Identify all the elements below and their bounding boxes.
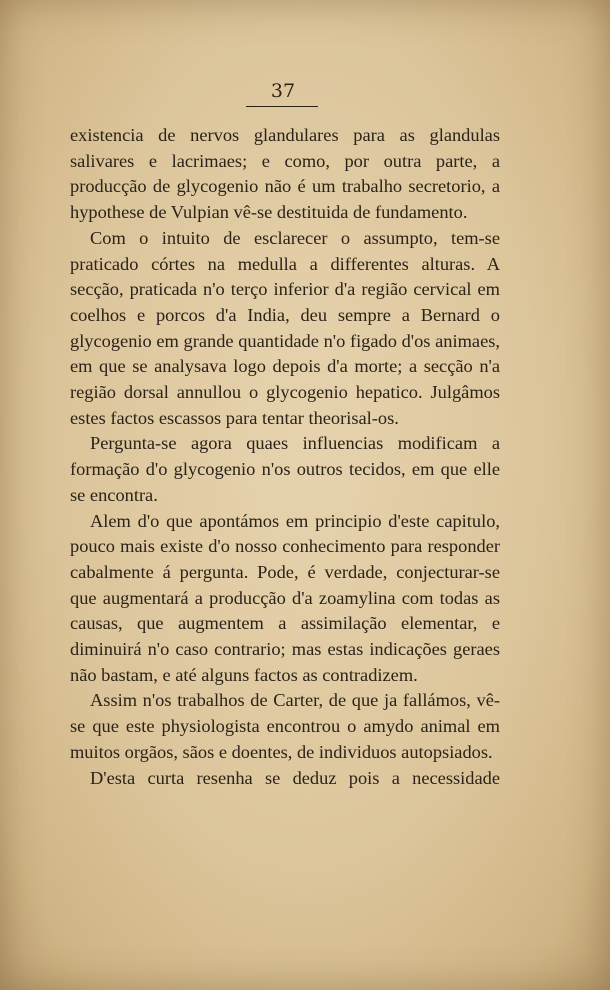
page-number: 37: [270, 80, 296, 102]
paragraph-2: Com o intuito de esclarecer o assumpto, tem-se praticado córtes na medulla a differentes alturas. A secção, praticada n'o terço inferior d'a região cervical em coelhos e porcos d'a India, deu sempre a Bernard o glycogenio em grande quantidade n'o figado d'os animaes, em que se analysava logo depois d'a morte; a secção n'a região dorsal annullou o glycogenio hepatico. Julgâmos estes factos escassos para tentar theorisal-os.: [70, 227, 500, 428]
paragraph-1: existencia de nervos glandulares para as glandulas salivares e lacrimaes; e como, por outra parte, a producção de glycogenio não é um trabalho secretorio, a hypothese de Vulpian vê-se destituida de fundamento.: [70, 125, 500, 223]
page-body: [70, 123, 500, 791]
paragraph-5: Assim n'os trabalhos de Carter, de que ja fallámos, vê-se que este physiologista encontrou o amydo animal em muitos orgãos, sãos e doentes, de individuos autopsiados.: [70, 690, 500, 762]
paragraph-6: D'esta curta resenha se deduz pois a necessidade: [90, 767, 500, 788]
paragraph-4: Alem d'o que apontámos em principio d'este capitulo, pouco mais existe d'o nosso conhecimento para responder cabalmente á pergunta. Pode, é verdade, conjecturar-se que augmentará a producção d'a zoamylina com todas as causas, que augmentem a assimilação elementar, e diminuirá n'o caso contrario; mas estas indicações geraes não bastam, e até alguns factos as contradizem.: [70, 510, 500, 685]
paragraph-3: Pergunta-se agora quaes influencias modificam a formação d'o glycogenio n'os outros tecidos, em que elle se encontra.: [70, 433, 500, 505]
header-rule: [246, 106, 318, 107]
